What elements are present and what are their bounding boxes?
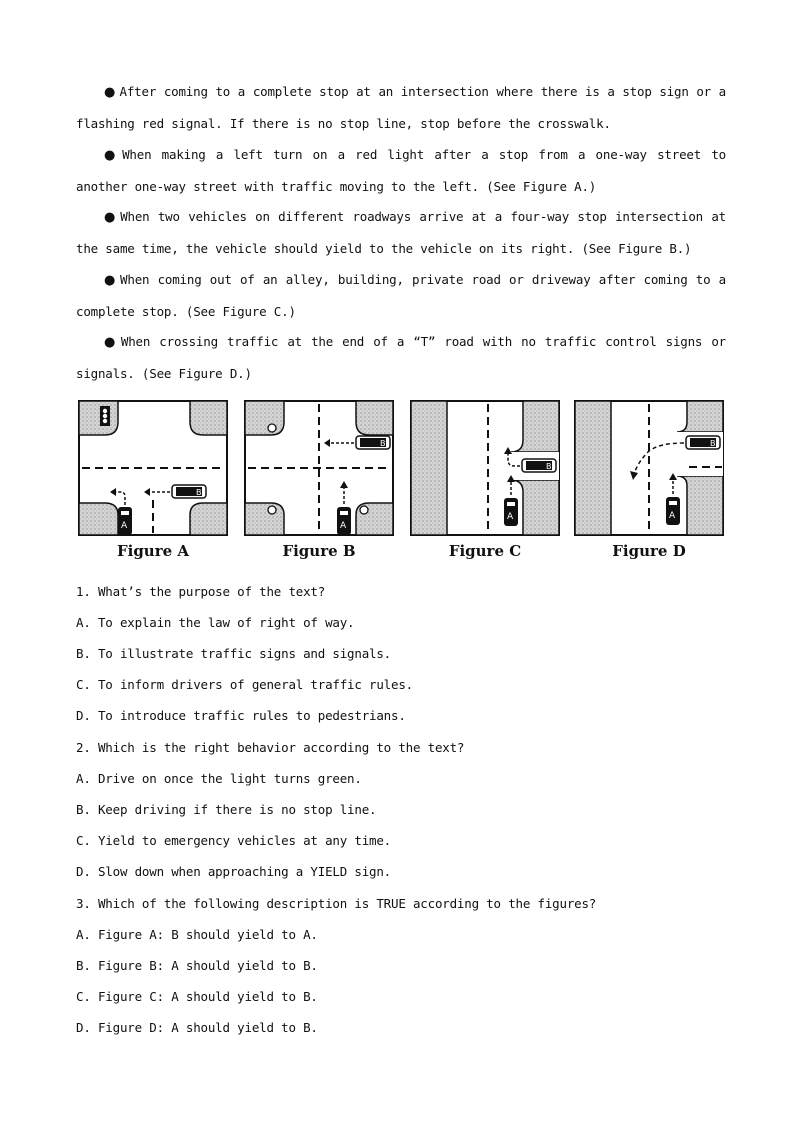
- car-b-icon: [522, 459, 556, 472]
- car-a-icon: [504, 498, 518, 526]
- svg-text:A: A: [340, 521, 347, 531]
- paragraph-3: [76, 201, 726, 264]
- answer-option: B. Figure B: A should yield to B.: [76, 958, 318, 973]
- figure-label: Figure B: [282, 542, 356, 560]
- stop-marker-icon: [268, 506, 276, 514]
- svg-text:A: A: [121, 521, 128, 531]
- stop-marker-icon: [268, 424, 276, 432]
- answer-option: D. Figure D: A should yield to B.: [76, 1020, 318, 1035]
- bullet-icon: ●: [104, 85, 116, 100]
- corner-block: [79, 503, 118, 535]
- svg-text:B: B: [196, 488, 202, 497]
- paragraph-text: When making a left turn on a red light after a stop from a one-way street to another one-way street with traffic moving to the left. (See Figure A.): [76, 147, 726, 194]
- figure-label: Figure A: [116, 542, 190, 560]
- answer-option: C. Figure C: A should yield to B.: [76, 989, 318, 1004]
- svg-text:B: B: [546, 462, 552, 471]
- paragraph-2: [76, 139, 726, 202]
- paragraph-text: After coming to a complete stop at an intersection where there is a stop sign or a flashing red signal. If there is no stop line, stop before the crosswalk.: [76, 84, 726, 131]
- question-2: 2. Which is the right behavior according to the text?: [76, 740, 465, 755]
- sidewalk-block: [411, 401, 447, 535]
- paragraph-text: When two vehicles on different roadways arrive at a four-way stop intersection at the same time, the vehicle should yield to the vehicle on its right. (See Figure B.): [76, 209, 726, 256]
- answer-option: A. Drive on once the light turns green.: [76, 771, 362, 786]
- bullet-icon: ●: [104, 148, 119, 163]
- corner-block: [190, 401, 227, 435]
- corner-block: [190, 503, 227, 535]
- figure-label: Figure C: [448, 542, 522, 560]
- svg-text:B: B: [380, 439, 386, 448]
- figure-b: [244, 400, 394, 570]
- paragraph-text: When coming out of an alley, building, private road or driveway after coming to a complete stop. (See Figure C.): [76, 272, 726, 319]
- figures-row: [78, 400, 726, 570]
- answer-option: A. To explain the law of right of way.: [76, 615, 355, 630]
- car-a-icon: [118, 507, 132, 535]
- stop-marker-icon: [360, 506, 368, 514]
- paragraph-1: [76, 76, 726, 139]
- answer-option: B. To illustrate traffic signs and signals.: [76, 646, 392, 661]
- corner-block: [245, 401, 284, 435]
- car-b-icon: [172, 485, 206, 498]
- figure-d-diagram: [574, 400, 724, 540]
- corner-block: [79, 401, 118, 435]
- svg-text:B: B: [710, 439, 716, 448]
- bullet-icon: ●: [104, 210, 117, 225]
- figure-b-diagram: [244, 400, 394, 540]
- svg-text:A: A: [507, 512, 514, 522]
- answer-option: D. Slow down when approaching a YIELD sign.: [76, 864, 392, 879]
- answer-option: C. Yield to emergency vehicles at any time.: [76, 833, 392, 848]
- question-1: 1. What’s the purpose of the text?: [76, 584, 326, 599]
- bullet-icon: ●: [104, 335, 117, 350]
- car-b-icon: [356, 436, 390, 449]
- answer-option: D. To introduce traffic rules to pedestrians.: [76, 708, 406, 723]
- paragraph-text: When crossing traffic at the end of a “T” road with no traffic control signs or signals. (See Figure D.): [76, 334, 726, 381]
- bullet-icon: ●: [104, 273, 117, 288]
- paragraph-5: [76, 326, 726, 389]
- answer-option: B. Keep driving if there is no stop line.: [76, 802, 377, 817]
- corner-block: [245, 503, 284, 535]
- paragraph-4: [76, 264, 726, 327]
- car-a-icon: [337, 507, 351, 535]
- figure-c: [410, 400, 560, 570]
- car-b-icon: [686, 436, 720, 449]
- sidewalk-block: [575, 401, 611, 535]
- figure-a: [78, 400, 228, 570]
- figure-label: Figure D: [612, 542, 686, 560]
- answer-option: C. To inform drivers of general traffic rules.: [76, 677, 413, 692]
- svg-text:A: A: [669, 511, 676, 521]
- figure-d: [574, 400, 724, 570]
- car-a-icon: [666, 497, 680, 525]
- answer-option: A. Figure A: B should yield to A.: [76, 927, 318, 942]
- question-3: 3. Which of the following description is TRUE according to the figures?: [76, 896, 597, 911]
- figure-c-diagram: [410, 400, 560, 540]
- figure-a-diagram: [78, 400, 228, 540]
- corner-block: [356, 401, 393, 435]
